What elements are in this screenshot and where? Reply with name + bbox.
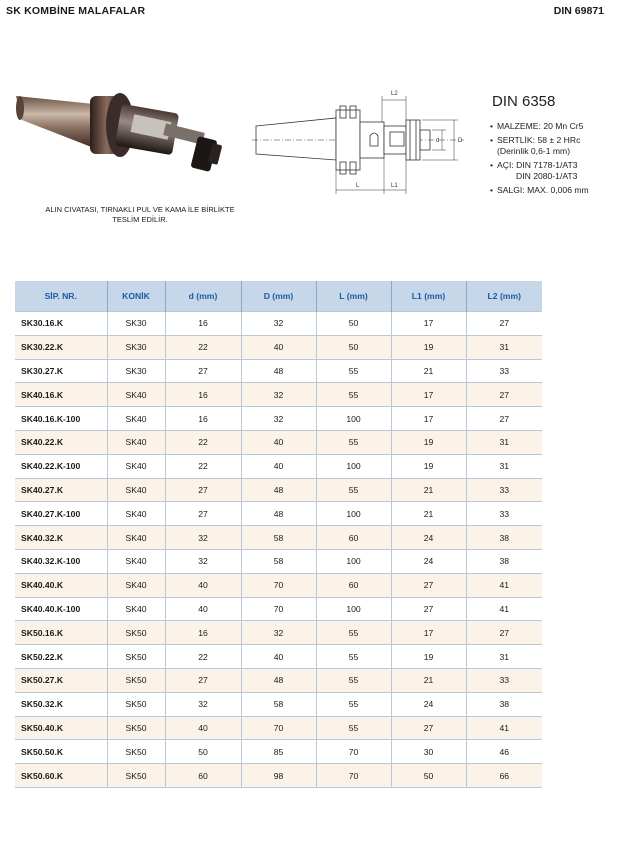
table-cell: 19 <box>391 645 466 669</box>
table-cell: SK40.16.K-100 <box>15 407 107 431</box>
table-cell: 70 <box>241 716 316 740</box>
table-row <box>15 478 542 502</box>
spec-hardness-depth: (Derinlik 0,6-1 mm) <box>497 146 571 156</box>
table-cell: 27 <box>466 383 542 407</box>
table-cell: 55 <box>316 716 391 740</box>
table-cell: 16 <box>165 621 241 645</box>
table-cell: SK40 <box>107 407 165 431</box>
table-cell: SK30 <box>107 359 165 383</box>
table-cell: SK40 <box>107 502 165 526</box>
table-cell: 27 <box>165 478 241 502</box>
table-cell: 27 <box>391 716 466 740</box>
dim-d-upper-label: D <box>458 138 463 144</box>
table-cell: 16 <box>165 383 241 407</box>
table-cell: 100 <box>316 454 391 478</box>
technical-drawing <box>252 84 476 200</box>
table-cell: SK40 <box>107 526 165 550</box>
table-cell: SK50 <box>107 740 165 764</box>
table-row <box>15 764 542 788</box>
dim-d-lower-label: d <box>436 138 440 144</box>
spec-angle <box>490 160 589 182</box>
table-cell: 40 <box>241 645 316 669</box>
spec-material <box>490 121 589 132</box>
table-row <box>15 668 542 692</box>
spec-runout <box>490 185 589 196</box>
table-cell: 48 <box>241 668 316 692</box>
table-cell: 27 <box>391 597 466 621</box>
table-cell: 100 <box>316 597 391 621</box>
table-cell: SK40 <box>107 573 165 597</box>
table-cell: 100 <box>316 502 391 526</box>
col-header-L1: L1 (mm) <box>391 281 466 312</box>
table-cell: SK40 <box>107 549 165 573</box>
table-cell: 33 <box>466 668 542 692</box>
col-header-L: L (mm) <box>316 281 391 312</box>
photo-caption: ALIN CIVATASI, TIRNAKLI PUL VE KAMA İLE BİRLİKTE TESLİM EDİLİR. <box>45 205 235 224</box>
table-cell: SK30 <box>107 335 165 359</box>
table-cell: 22 <box>165 430 241 454</box>
spec-hardness <box>490 135 589 157</box>
table-cell: 48 <box>241 478 316 502</box>
table-cell: 32 <box>165 526 241 550</box>
spec-list <box>490 121 589 199</box>
table-cell: 41 <box>466 597 542 621</box>
standard-label: DIN 69871 <box>553 5 604 17</box>
table-cell: SK40.27.K <box>15 478 107 502</box>
table-cell: SK40 <box>107 454 165 478</box>
table-cell: 50 <box>391 764 466 788</box>
table-cell: SK50 <box>107 764 165 788</box>
table-cell: 98 <box>241 764 316 788</box>
page-title: SK KOMBİNE MALAFALAR <box>6 5 146 17</box>
table-cell: 55 <box>316 621 391 645</box>
table-cell: 40 <box>165 573 241 597</box>
table-cell: 31 <box>466 335 542 359</box>
spec-runout-text: SALGI: MAX. 0,006 mm <box>497 185 589 195</box>
table-cell: SK40.22.K-100 <box>15 454 107 478</box>
table-cell: 70 <box>241 597 316 621</box>
table-cell: SK50.27.K <box>15 668 107 692</box>
spec-hardness-text: • SERTLİK: 58 ± 2 HRc <box>497 135 581 145</box>
table-cell: SK50 <box>107 621 165 645</box>
table-cell: 27 <box>165 359 241 383</box>
table-cell: 55 <box>316 383 391 407</box>
table-cell: 55 <box>316 478 391 502</box>
table-cell: 70 <box>316 740 391 764</box>
table-cell: SK30.16.K <box>15 312 107 336</box>
col-header-D: D (mm) <box>241 281 316 312</box>
table-cell: SK40.16.K <box>15 383 107 407</box>
table-row <box>15 740 542 764</box>
table-cell: 48 <box>241 502 316 526</box>
table-row <box>15 692 542 716</box>
table-cell: 40 <box>241 430 316 454</box>
table-cell: 60 <box>316 573 391 597</box>
table-cell: 27 <box>466 407 542 431</box>
table-cell: 50 <box>316 312 391 336</box>
table-cell: 32 <box>241 621 316 645</box>
table-cell: SK40.32.K-100 <box>15 549 107 573</box>
table-cell: 17 <box>391 407 466 431</box>
table-cell: 100 <box>316 407 391 431</box>
table-row <box>15 526 542 550</box>
table-cell: SK40.22.K <box>15 430 107 454</box>
col-header-order-no: SİP. NR. <box>15 281 107 312</box>
table-row <box>15 454 542 478</box>
table-cell: 40 <box>165 716 241 740</box>
table-cell: SK50 <box>107 692 165 716</box>
table-cell: 55 <box>316 692 391 716</box>
table-cell: 16 <box>165 407 241 431</box>
table-row <box>15 407 542 431</box>
table-cell: SK30.22.K <box>15 335 107 359</box>
product-table <box>15 281 542 788</box>
table-cell: 21 <box>391 668 466 692</box>
table-cell: SK40 <box>107 478 165 502</box>
table-cell: SK50.32.K <box>15 692 107 716</box>
table-cell: SK50.16.K <box>15 621 107 645</box>
table-row <box>15 573 542 597</box>
col-header-d: d (mm) <box>165 281 241 312</box>
table-cell: 32 <box>165 549 241 573</box>
table-cell: SK50.40.K <box>15 716 107 740</box>
table-cell: 27 <box>165 502 241 526</box>
table-cell: 22 <box>165 645 241 669</box>
table-row <box>15 597 542 621</box>
table-cell: 17 <box>391 621 466 645</box>
table-cell: 19 <box>391 430 466 454</box>
table-cell: 16 <box>165 312 241 336</box>
table-cell: SK50 <box>107 645 165 669</box>
col-header-taper: KONİK <box>107 281 165 312</box>
table-cell: SK30 <box>107 312 165 336</box>
table-cell: 19 <box>391 454 466 478</box>
table-row <box>15 502 542 526</box>
table-cell: 85 <box>241 740 316 764</box>
table-cell: 33 <box>466 502 542 526</box>
table-cell: 22 <box>165 335 241 359</box>
table-cell: 19 <box>391 335 466 359</box>
spec-angle-text: • AÇI: DIN 7178-1/AT3 <box>497 160 578 170</box>
table-cell: SK50 <box>107 668 165 692</box>
table-cell: 24 <box>391 692 466 716</box>
table-cell: SK50.22.K <box>15 645 107 669</box>
table-cell: 55 <box>316 359 391 383</box>
table-cell: 33 <box>466 478 542 502</box>
table-row <box>15 430 542 454</box>
table-cell: 27 <box>391 573 466 597</box>
table-cell: 46 <box>466 740 542 764</box>
dim-l2-label: L2 <box>391 91 398 97</box>
table-cell: SK40.27.K-100 <box>15 502 107 526</box>
spec-title: DIN 6358 <box>492 93 556 110</box>
table-cell: 40 <box>241 454 316 478</box>
table-cell: 55 <box>316 645 391 669</box>
table-cell: SK40 <box>107 597 165 621</box>
table-cell: 32 <box>241 383 316 407</box>
table-cell: 60 <box>165 764 241 788</box>
table-cell: 50 <box>316 335 391 359</box>
table-row <box>15 621 542 645</box>
table-cell: 66 <box>466 764 542 788</box>
table-cell: 31 <box>466 645 542 669</box>
table-cell: 40 <box>241 335 316 359</box>
table-cell: 70 <box>241 573 316 597</box>
table-cell: SK30.27.K <box>15 359 107 383</box>
table-cell: SK40.40.K <box>15 573 107 597</box>
table-cell: 24 <box>391 549 466 573</box>
table-cell: 27 <box>466 621 542 645</box>
table-cell: 41 <box>466 573 542 597</box>
table-cell: 22 <box>165 454 241 478</box>
tool-holder-photo <box>14 82 226 188</box>
dim-l1-label: L1 <box>391 183 398 189</box>
table-row <box>15 359 542 383</box>
table-cell: SK40 <box>107 383 165 407</box>
table-cell: 58 <box>241 526 316 550</box>
table-header-row <box>15 281 542 312</box>
table-cell: 17 <box>391 312 466 336</box>
table-cell: 38 <box>466 549 542 573</box>
table-row <box>15 549 542 573</box>
table-row <box>15 383 542 407</box>
table-cell: 27 <box>466 312 542 336</box>
table-cell: 21 <box>391 359 466 383</box>
col-header-L2: L2 (mm) <box>466 281 542 312</box>
table-row <box>15 645 542 669</box>
table-cell: SK40.32.K <box>15 526 107 550</box>
table-cell: 27 <box>165 668 241 692</box>
table-cell: SK50.60.K <box>15 764 107 788</box>
table-cell: SK50.50.K <box>15 740 107 764</box>
table-cell: 38 <box>466 526 542 550</box>
table-row <box>15 335 542 359</box>
table-cell: 30 <box>391 740 466 764</box>
spec-material-text: MALZEME: 20 Mn Cr5 <box>497 121 584 131</box>
table-cell: 58 <box>241 549 316 573</box>
spec-angle-sub: DIN 2080-1/AT3 <box>516 171 578 181</box>
table-cell: 33 <box>466 359 542 383</box>
table-cell: 40 <box>165 597 241 621</box>
table-cell: 32 <box>241 312 316 336</box>
table-cell: 50 <box>165 740 241 764</box>
table-cell: 60 <box>316 526 391 550</box>
table-cell: 41 <box>466 716 542 740</box>
table-cell: 24 <box>391 526 466 550</box>
table-cell: 100 <box>316 549 391 573</box>
table-cell: 58 <box>241 692 316 716</box>
table-cell: 32 <box>165 692 241 716</box>
table-cell: 38 <box>466 692 542 716</box>
table-cell: 55 <box>316 668 391 692</box>
table-cell: SK40.40.K-100 <box>15 597 107 621</box>
table-cell: 21 <box>391 502 466 526</box>
table-cell: 21 <box>391 478 466 502</box>
table-cell: 31 <box>466 430 542 454</box>
table-cell: 70 <box>316 764 391 788</box>
table-cell: 31 <box>466 454 542 478</box>
table-cell: SK40 <box>107 430 165 454</box>
table-row <box>15 312 542 336</box>
table-cell: 32 <box>241 407 316 431</box>
table-cell: 48 <box>241 359 316 383</box>
dim-l-label: L <box>356 183 360 189</box>
table-row <box>15 716 542 740</box>
table-cell: 55 <box>316 430 391 454</box>
table-cell: 17 <box>391 383 466 407</box>
table-cell: SK50 <box>107 716 165 740</box>
